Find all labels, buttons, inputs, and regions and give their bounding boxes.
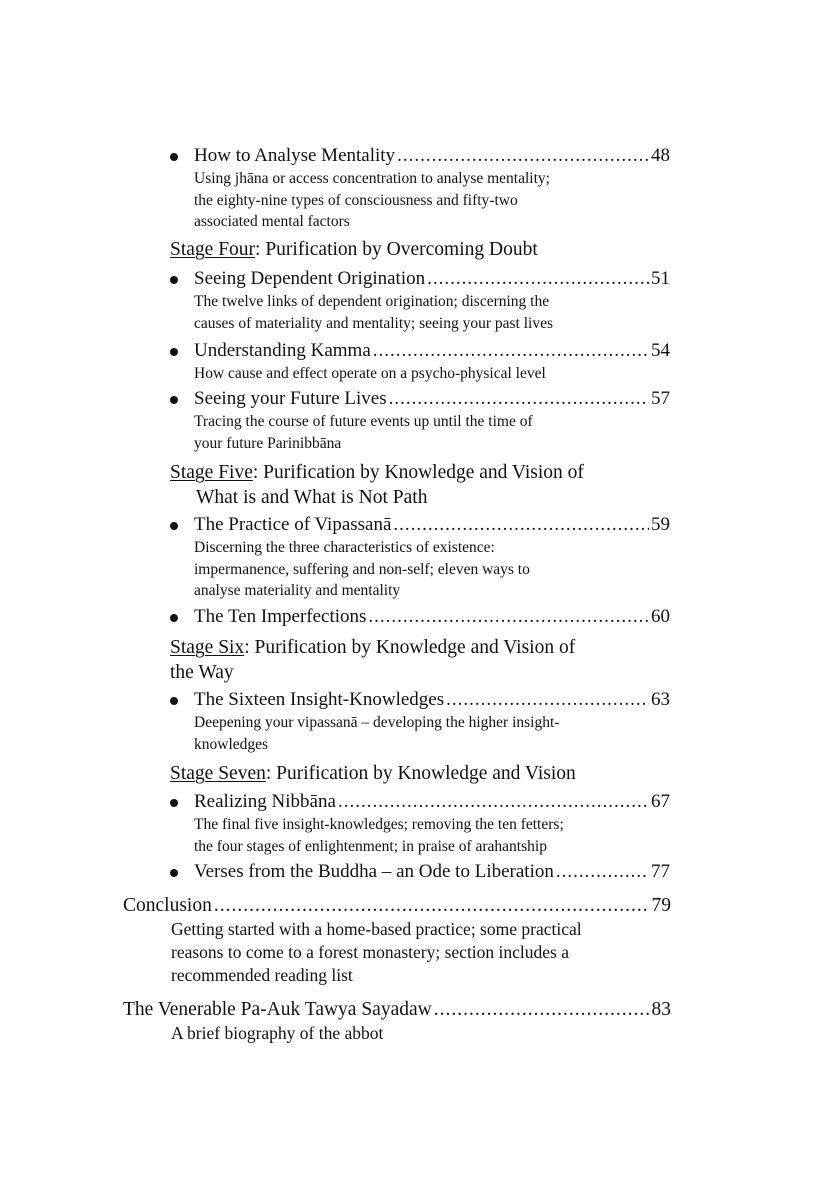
toc-entry-future-lives[interactable] [170, 387, 670, 454]
bullet-icon [170, 697, 178, 705]
page-number: 67 [651, 791, 670, 812]
toc-entry-dependent-origination[interactable] [170, 267, 670, 334]
dot-leader [368, 605, 649, 629]
entry-title: Verses from the Buddha – an Ode to Liberation [194, 861, 554, 882]
stage-title: : Purification by Knowledge and Vision of [252, 462, 584, 483]
dot-leader [389, 387, 649, 411]
stage-seven-heading [170, 762, 576, 787]
page-number: 77 [651, 861, 670, 882]
toc-entry-verses[interactable] [170, 860, 670, 884]
stage-label: Stage Seven [170, 763, 266, 784]
toc-entry-kamma[interactable] [170, 339, 670, 385]
dot-leader [556, 860, 649, 884]
dot-leader [427, 267, 649, 291]
stage-title: : Purification by Overcoming Doubt [255, 239, 538, 260]
toc-entry-vipassana[interactable] [170, 513, 670, 602]
stage-five-heading [170, 461, 584, 510]
page-number: 57 [651, 388, 670, 409]
dot-leader [397, 144, 649, 168]
dot-leader [446, 688, 649, 712]
entry-title: How to Analyse Mentality [194, 145, 396, 166]
entry-description: Getting started with a home-based practice; some practical reasons to come to a forest monastery; section includes a recommended reading list [171, 919, 582, 985]
dot-leader [434, 998, 650, 1022]
page-number: 60 [651, 606, 670, 627]
toc-entry-sayadaw[interactable] [123, 998, 671, 1045]
stage-six-heading [170, 636, 575, 685]
entry-description: Tracing the course of future events up until the time of your future Parinibbāna [194, 413, 533, 452]
entry-title: The Sixteen Insight-Knowledges [194, 689, 445, 710]
entry-description: The final five insight-knowledges; removing the ten fetters; the four stages of enlightenment; in praise of arahantship [194, 816, 564, 855]
bullet-icon [170, 153, 178, 161]
entry-description: Discerning the three characteristics of existence: impermanence, suffering and non-self; eleven ways to analyse materiality and mentality [194, 539, 530, 599]
page-number: 51 [651, 268, 670, 289]
stage-label: Stage Five [170, 462, 253, 483]
dot-leader [338, 790, 649, 814]
page-number: 48 [651, 145, 670, 166]
entry-title: Seeing Dependent Origination [194, 268, 426, 289]
entry-title: The Practice of Vipassanā [194, 514, 392, 535]
page-number: 79 [651, 895, 671, 916]
stage-label: Stage Six [170, 637, 245, 658]
entry-description: The twelve links of dependent origination; discerning the causes of materiality and mentality; seeing your past lives [194, 293, 553, 332]
bullet-icon [170, 614, 178, 622]
entry-description: Using jhāna or access concentration to analyse mentality; the eighty-nine types of consciousness and fifty-two associated mental factors [194, 170, 550, 230]
entry-title: Seeing your Future Lives [194, 388, 387, 409]
entry-description: How cause and effect operate on a psycho-physical level [194, 365, 546, 382]
bullet-icon [170, 396, 178, 404]
dot-leader [214, 894, 650, 918]
page-number: 59 [651, 514, 670, 535]
bullet-icon [170, 348, 178, 356]
bullet-icon [170, 869, 178, 877]
toc-entry-insight-knowledges[interactable] [170, 688, 670, 755]
page-number: 63 [651, 689, 670, 710]
entry-title: Understanding Kamma [194, 340, 371, 361]
bullet-icon [170, 522, 178, 530]
dot-leader [393, 513, 649, 537]
entry-title: Conclusion [123, 895, 212, 916]
toc-entry-analyse-mentality[interactable] [170, 144, 670, 233]
dot-leader [373, 339, 649, 363]
entry-description: Deepening your vipassanā – developing the higher insight- knowledges [194, 714, 560, 753]
entry-title: Realizing Nibbāna [194, 791, 336, 812]
stage-title-continued: What is and What is Not Path [196, 486, 428, 508]
entry-description: A brief biography of the abbot [171, 1023, 384, 1043]
stage-four-heading [170, 238, 538, 263]
stage-title: : Purification by Knowledge and Vision of [244, 637, 576, 658]
entry-title: The Venerable Pa-Auk Tawya Sayadaw [123, 999, 432, 1020]
stage-title: : Purification by Knowledge and Vision [265, 763, 576, 784]
toc-entry-imperfections[interactable] [170, 605, 670, 629]
entry-title: The Ten Imperfections [194, 606, 367, 627]
stage-title-continued: the Way [170, 661, 234, 683]
toc-entry-nibbana[interactable] [170, 790, 670, 857]
bullet-icon [170, 799, 178, 807]
page-number: 54 [651, 340, 670, 361]
stage-label: Stage Four [170, 239, 256, 260]
toc-entry-conclusion[interactable] [123, 894, 671, 987]
bullet-icon [170, 276, 178, 284]
page-number: 83 [651, 999, 671, 1020]
